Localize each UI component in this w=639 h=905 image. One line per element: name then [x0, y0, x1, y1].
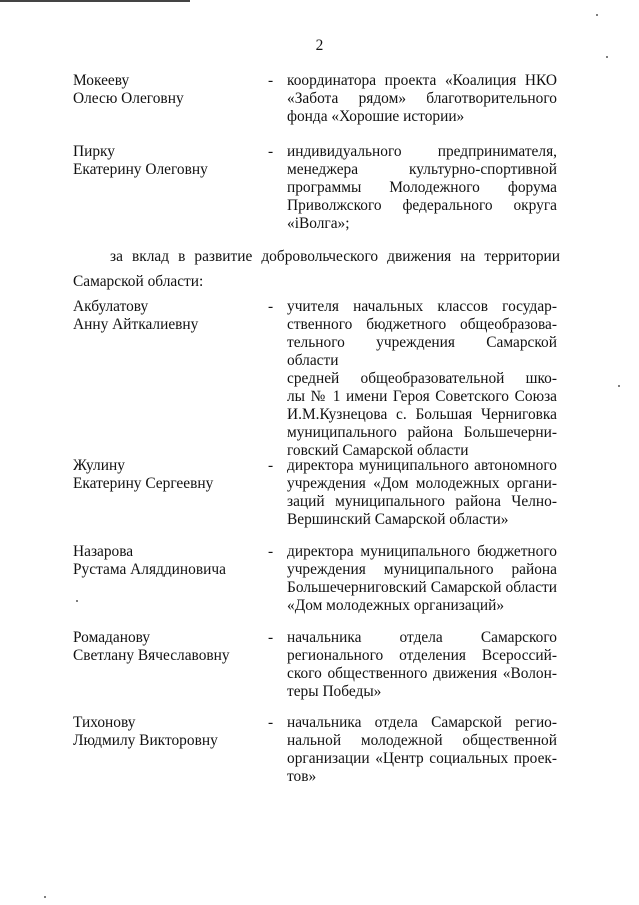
desc-line: лы № 1 имени Героя Советского Союза — [287, 388, 557, 405]
surname: Назарова — [73, 543, 134, 560]
surname: Пирку — [73, 143, 116, 160]
given-name: Екатерину Сергеевну — [73, 475, 214, 492]
dash: - — [268, 298, 274, 315]
desc-line: тов» — [287, 768, 317, 785]
page-number: 2 — [315, 37, 324, 54]
person-name — [73, 143, 263, 179]
scan-speck — [76, 600, 78, 602]
given-name: Светлану Вячеславовну — [73, 647, 230, 664]
given-name: Людмилу Викторовну — [73, 732, 218, 749]
position-description — [287, 543, 557, 615]
top-edge-rule — [0, 0, 190, 2]
person-name — [73, 543, 263, 579]
desc-line: организации «Центр социальных проек- — [287, 750, 557, 767]
dash: - — [268, 543, 274, 560]
position-description — [287, 72, 557, 126]
desc-line: тельного учреждения Самарской области — [287, 334, 557, 369]
position-description — [287, 457, 557, 529]
dash: - — [268, 457, 274, 474]
desc-line: И.М.Кузнецова с. Большая Черниговка — [287, 406, 557, 423]
dash: - — [268, 143, 274, 160]
given-name: Екатерину Олеговну — [73, 161, 208, 178]
surname: Мокееву — [73, 72, 130, 89]
position-description — [287, 714, 557, 786]
desc-line: Вершинский Самарской области» — [287, 511, 509, 528]
desc-line: «Забота рядом» благотворительного — [287, 90, 557, 107]
given-name: Олесю Олеговну — [73, 90, 184, 107]
person-name — [73, 72, 263, 108]
section-intro-line-2: Самарской области: — [73, 273, 204, 290]
desc-line: нальной молодежной общественной — [287, 732, 557, 749]
surname: Жулину — [73, 457, 125, 474]
dash: - — [268, 629, 274, 646]
dash: - — [268, 714, 274, 731]
desc-line: учреждения муниципального района — [287, 561, 557, 578]
desc-line: говский Самарской области — [287, 442, 469, 459]
desc-line: учреждения «Дом молодежных органи- — [287, 475, 557, 492]
surname: Ромаданову — [73, 629, 151, 646]
scan-speck — [618, 385, 620, 387]
given-name: Анну Айткалиевну — [73, 316, 199, 333]
desc-line: менеджера культурно-спортивной — [287, 161, 557, 178]
desc-line: координатора проекта «Коалиция НКО — [287, 72, 557, 89]
dash: - — [268, 72, 274, 89]
given-name: Рустама Аляддиновича — [73, 561, 226, 578]
person-name — [73, 298, 263, 334]
surname: Тихонову — [73, 714, 136, 731]
desc-line: фонда «Хорошие истории» — [287, 108, 465, 125]
scan-speck — [606, 56, 608, 58]
desc-line: программы Молодежного форума — [287, 179, 557, 196]
desc-line: заций муниципального района Челно- — [287, 493, 557, 510]
desc-line: «iВолга»; — [287, 215, 350, 232]
desc-line: ственного бюджетного общеобразова- — [287, 316, 557, 333]
desc-line: «Дом молодежных организаций» — [287, 597, 505, 614]
desc-line: начальника отдела Самарского — [287, 629, 557, 646]
person-name — [73, 457, 263, 493]
position-description — [287, 143, 557, 233]
desc-line: муниципального района Большечерни- — [287, 424, 557, 441]
desc-line: Приволжского федерального округа — [287, 197, 557, 214]
position-description — [287, 629, 557, 701]
position-description — [287, 298, 557, 460]
desc-line: директора муниципального бюджетного — [287, 543, 557, 560]
desc-line: Большечерниговский Самарской области — [287, 579, 557, 596]
scan-speck — [44, 896, 46, 898]
desc-line: учителя начальных классов государ- — [287, 298, 557, 315]
desc-line: индивидуального предпринимателя, — [287, 143, 557, 160]
desc-line: теры Победы» — [287, 683, 382, 700]
surname: Акбулатову — [73, 298, 149, 315]
scan-speck — [596, 14, 598, 16]
desc-line: начальника отдела Самарской регио- — [287, 714, 557, 731]
person-name — [73, 629, 263, 665]
section-intro-line: за вклад в развитие добровольческого движения на территории — [110, 248, 560, 265]
desc-line: ского общественного движения «Волон- — [287, 665, 557, 682]
desc-line: регионального отделения Всероссий- — [287, 647, 557, 664]
desc-line: средней общеобразовательной шко- — [287, 370, 557, 387]
desc-line: директора муниципального автономного — [287, 457, 557, 474]
person-name — [73, 714, 263, 750]
